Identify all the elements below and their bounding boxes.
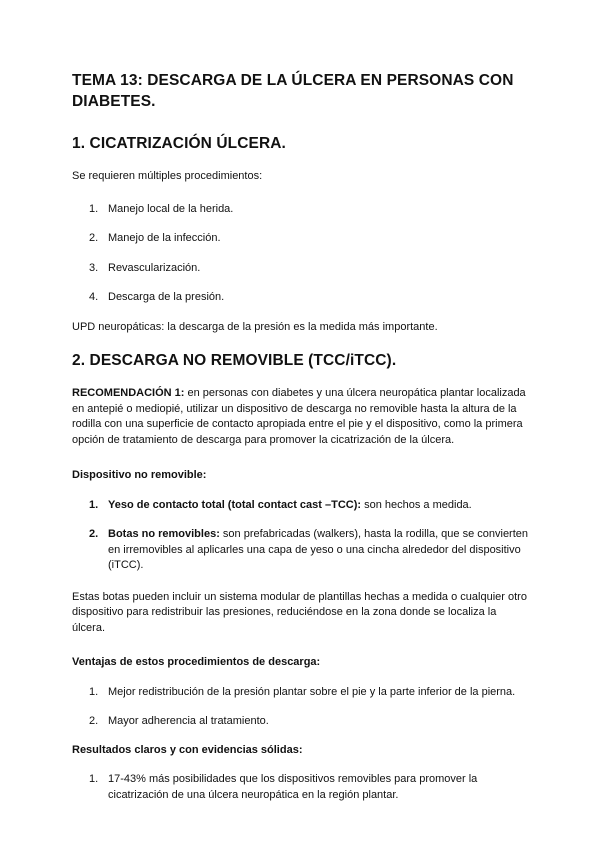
list-item <box>72 527 530 574</box>
list-item-text: 17-43% más posibilidades que los dispositivos removibles para promover la cicatrización de una úlcera neuropática en la región plantar. <box>108 773 478 801</box>
recommendation-text: en personas con diabetes y una úlcera neuropática plantar localizada en antepié o mediopié, utilizar un dispositivo de descarga no removible hasta la altura de la rodilla con una superficie de contacto apropiada entre el pie y el dispositivo, como la primera opción de tratamiento de descarga para promover la cicatrización de la úlcera. <box>72 387 526 446</box>
list-number: 1. <box>89 773 99 785</box>
recommendation-paragraph <box>72 386 530 448</box>
section-1-heading: 1. CICATRIZACIÓN ÚLCERA. <box>72 135 286 152</box>
list-item <box>72 714 530 730</box>
list-item <box>72 261 530 277</box>
list-item <box>72 202 530 218</box>
advantages-list <box>72 685 530 730</box>
list-item-text: Descarga de la presión. <box>108 291 225 303</box>
list-item <box>72 231 530 247</box>
list-number: 1. <box>89 498 99 511</box>
list-item-text: Manejo de la infección. <box>108 232 221 244</box>
recommendation-label: RECOMENDACIÓN 1: <box>72 387 185 399</box>
document-page <box>72 70 530 817</box>
list-item <box>72 685 530 701</box>
device-label: Yeso de contacto total (total contact cast –TCC): <box>108 498 362 511</box>
device-heading: Dispositivo no removible: <box>72 469 207 481</box>
list-item <box>72 290 530 306</box>
list-item-text: Manejo local de la herida. <box>108 202 234 215</box>
list-item-text: Revascularización. <box>108 261 201 274</box>
boots-note: Estas botas pueden incluir un sistema modular de plantillas hechas a medida o cualquier otro dispositivo para redistribuir las presiones, reduciéndose en la zona donde se localiza la úlcera. <box>72 590 527 634</box>
device-text: son hechos a medida. <box>361 498 472 511</box>
list-number: 2. <box>89 528 99 540</box>
document-title: TEMA 13: DESCARGA DE LA ÚLCERA EN PERSONAS CON DIABETES. <box>72 72 514 110</box>
list-number: 1. <box>89 685 99 698</box>
list-number: 2. <box>89 232 99 244</box>
list-number: 1. <box>89 202 99 215</box>
procedures-list <box>72 202 530 306</box>
list-item-text: Mayor adherencia al tratamiento. <box>108 715 269 727</box>
device-label: Botas no removibles: <box>108 528 220 540</box>
device-text: son prefabricadas (walkers), hasta la rodilla, que se convierten en irremovibles al aplicarles una capa de yeso o una cincha alrededor del dispositivo (iTCC). <box>108 528 529 571</box>
upd-note: UPD neuropáticas: la descarga de la presión es la medida más importante. <box>72 320 438 333</box>
section-2-heading: 2. DESCARGA NO REMOVIBLE (TCC/iTCC). <box>72 352 397 369</box>
results-heading: Resultados claros y con evidencias sólidas: <box>72 743 303 756</box>
results-list <box>72 772 530 803</box>
list-item <box>72 498 530 514</box>
devices-list <box>72 498 530 574</box>
section-1-intro: Se requieren múltiples procedimientos: <box>72 170 263 182</box>
list-item <box>72 772 530 803</box>
list-number: 2. <box>89 715 99 727</box>
list-item-text: Mejor redistribución de la presión plantar sobre el pie y la parte inferior de la pierna. <box>108 685 516 698</box>
list-number: 4. <box>89 291 99 303</box>
advantages-heading: Ventajas de estos procedimientos de descarga: <box>72 656 321 668</box>
list-number: 3. <box>89 261 99 274</box>
